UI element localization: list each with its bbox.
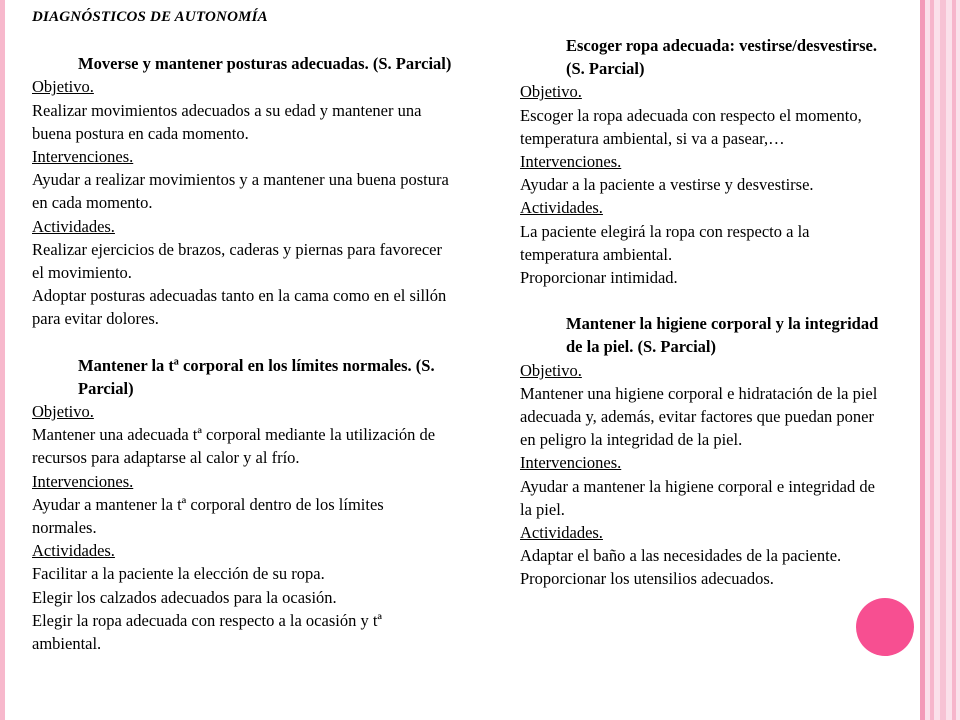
diagnosis-title: Mantener la tª corporal en los límites normales. (S. Parcial)	[78, 355, 435, 398]
page-heading: DIAGNÓSTICOS DE AUTONOMÍA	[32, 9, 268, 25]
intervenciones-text: Ayudar a mantener la tª corporal dentro de los límites normales.	[32, 494, 384, 538]
diagnosis-block	[32, 354, 452, 656]
objetivo-label: Objetivo.	[520, 360, 582, 380]
spacer	[520, 289, 890, 312]
actividad-item: Elegir los calzados adecuados para la ocasión.	[32, 587, 337, 607]
spacer	[32, 29, 452, 52]
actividad-item: Adaptar el baño a las necesidades de la paciente.	[520, 546, 842, 566]
objetivo-label: Objetivo.	[32, 402, 94, 422]
decorative-circle	[856, 598, 914, 656]
actividad-item: Realizar ejercicios de brazos, caderas y piernas para favorecer el movimiento.	[32, 239, 442, 283]
actividad-item: Proporcionar intimidad.	[520, 268, 678, 288]
right-column	[520, 34, 890, 591]
spacer	[32, 331, 452, 354]
actividad-item: Proporcionar los utensilios adecuados.	[520, 569, 774, 589]
frame-stripe	[940, 0, 946, 720]
diagnosis-title: Moverse y mantener posturas adecuadas. (S. Parcial)	[78, 54, 452, 74]
actividades-label: Actividades.	[520, 198, 603, 218]
diagnosis-title: Mantener la higiene corporal y la integridad de la piel. (S. Parcial)	[566, 314, 879, 357]
intervenciones-text: Ayudar a mantener la higiene corporal e integridad de la piel.	[520, 476, 875, 519]
objetivo-text: Escoger la ropa adecuada con respecto el momento, temperatura ambiental, si va a pasear,…	[520, 105, 862, 148]
objetivo-label: Objetivo.	[32, 77, 94, 97]
actividades-label: Actividades.	[32, 541, 115, 561]
objetivo-text: Mantener una adecuada tª corporal mediante la utilización de recursos para adaptarse al calor y al frío.	[32, 425, 436, 468]
objetivo-label: Objetivo.	[520, 82, 582, 102]
actividades-label: Actividades.	[520, 523, 603, 543]
actividad-item: Elegir la ropa adecuada con respecto a la ocasión y tª ambiental.	[32, 610, 382, 654]
left-column	[32, 0, 452, 655]
right-decorative-frame	[920, 0, 960, 720]
left-border-stripe	[0, 0, 5, 720]
frame-stripe	[920, 0, 925, 720]
diagnosis-title: Escoger ropa adecuada: vestirse/desvestirse. (S. Parcial)	[566, 36, 878, 79]
diagnosis-block	[520, 34, 890, 289]
actividades-label: Actividades.	[32, 216, 115, 236]
objetivo-text: Mantener una higiene corporal e hidratación de la piel adecuada y, además, evitar factores que puedan poner en peligro la integridad de la piel.	[520, 383, 878, 450]
frame-stripe	[930, 0, 934, 720]
actividad-item: Facilitar a la paciente la elección de su ropa.	[32, 564, 325, 584]
intervenciones-label: Intervenciones.	[520, 453, 622, 473]
actividad-item: Adoptar posturas adecuadas tanto en la cama como en el sillón para evitar dolores.	[32, 286, 447, 329]
intervenciones-text: Ayudar a realizar movimientos y a mantener una buena postura en cada momento.	[32, 170, 449, 213]
actividad-item: La paciente elegirá la ropa con respecto a la temperatura ambiental.	[520, 221, 810, 264]
frame-stripe	[952, 0, 956, 720]
diagnosis-block	[520, 312, 890, 590]
intervenciones-label: Intervenciones.	[520, 152, 622, 172]
intervenciones-text: Ayudar a la paciente a vestirse y desvestirse.	[520, 175, 814, 195]
diagnosis-block	[32, 52, 452, 330]
intervenciones-label: Intervenciones.	[32, 471, 134, 491]
objetivo-text: Realizar movimientos adecuados a su edad y mantener una buena postura en cada momento.	[32, 100, 422, 143]
intervenciones-label: Intervenciones.	[32, 147, 134, 167]
